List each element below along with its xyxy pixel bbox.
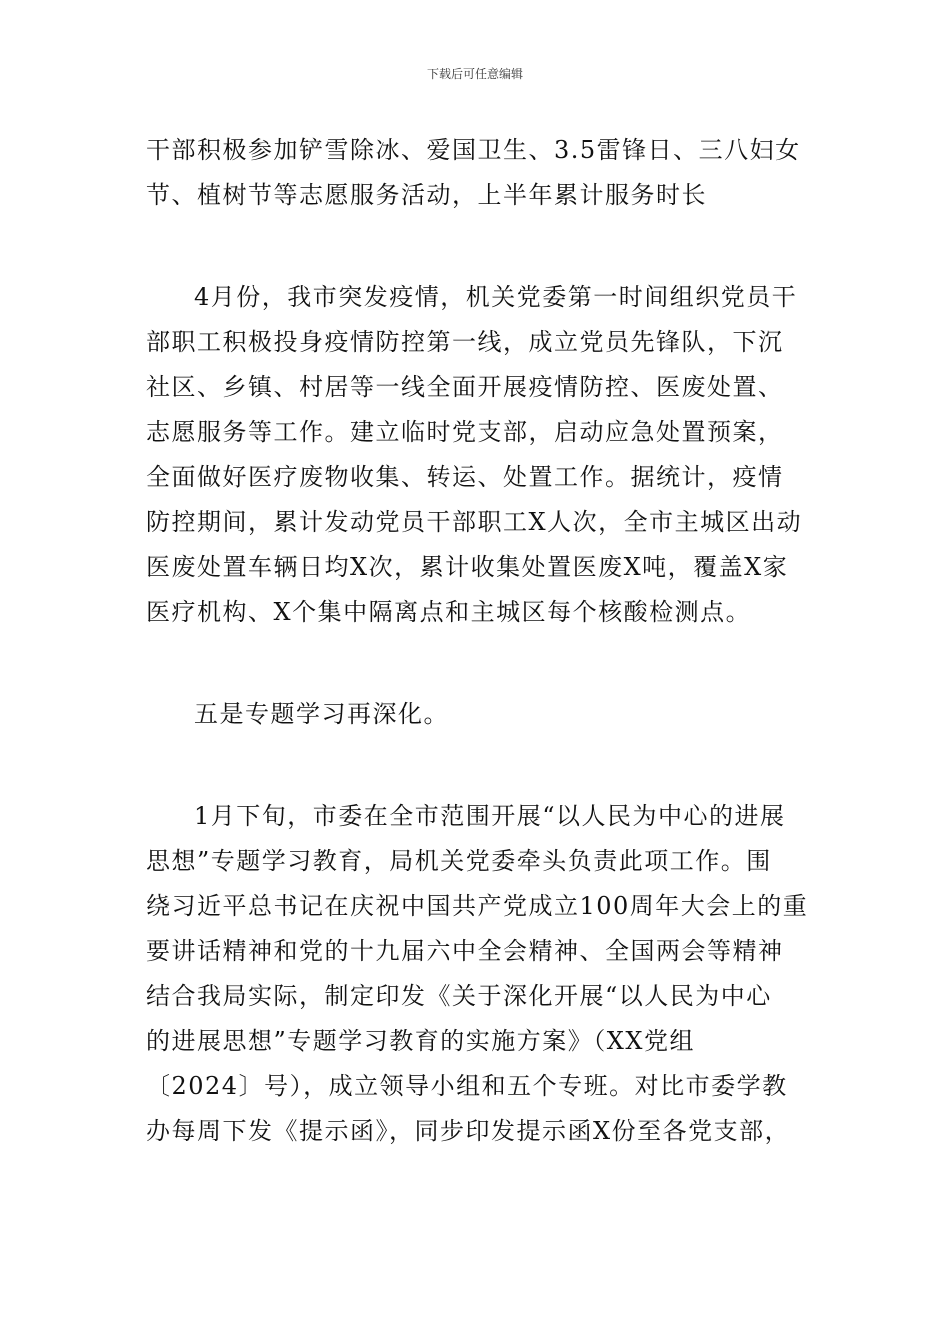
text-line: 1月下旬，市委在全市范围开展“以人民为中心的进展: [194, 802, 786, 830]
text-line: 社区、乡镇、村居等一线全面开展疫情防控、医废处置、: [146, 373, 784, 401]
text-line: 的进展思想”专题学习教育的实施方案》（XX党组: [146, 1027, 695, 1055]
text-line: 结合我局实际，制定印发《关于深化开展“以人民为中心: [146, 982, 772, 1010]
text-line: 医废处置车辆日均X次，累计收集处置医废X吨，覆盖X家: [146, 553, 789, 581]
paragraph-epidemic: [146, 275, 810, 635]
text-line: 绕习近平总书记在庆祝中国共产党成立100周年大会上的重: [146, 892, 809, 920]
text-line: 部职工积极投身疫情防控第一线，成立党员先锋队，下沉: [146, 328, 784, 356]
text-line: 4月份，我市突发疫情，机关党委第一时间组织党员干: [194, 283, 798, 311]
text-line: 防控期间，累计发动党员干部职工X人次，全市主城区出动: [146, 508, 803, 536]
text-line: 全面做好医疗废物收集、转运、处置工作。据统计，疫情: [146, 463, 784, 491]
document-body: [146, 128, 810, 1154]
text-line: 志愿服务等工作。建立临时党支部，启动应急处置预案，: [146, 418, 784, 446]
text-line: 办每周下发《提示函》，同步印发提示函X份至各党支部，: [146, 1117, 791, 1145]
page-header-note: 下载后可任意编辑: [426, 67, 523, 81]
paragraph-volunteer: [146, 128, 810, 218]
text-line: 五是专题学习再深化。: [194, 700, 449, 728]
text-line: 干部积极参加铲雪除冰、爱国卫生、3.5雷锋日、三八妇女: [146, 136, 801, 164]
text-line: 要讲话精神和党的十九届六中全会精神、全国两会等精神: [146, 937, 784, 965]
section-heading: [146, 692, 810, 737]
paragraph-study: [146, 794, 810, 1154]
text-line: 〔2024〕号），成立领导小组和五个专班。对比市委学教: [146, 1072, 788, 1100]
text-line: 医疗机构、X个集中隔离点和主城区每个核酸检测点。: [146, 598, 752, 626]
text-line: 节、植树节等志愿服务活动，上半年累计服务时长: [146, 181, 707, 209]
text-line: 思想”专题学习教育，局机关党委牵头负责此项工作。围: [146, 847, 772, 875]
